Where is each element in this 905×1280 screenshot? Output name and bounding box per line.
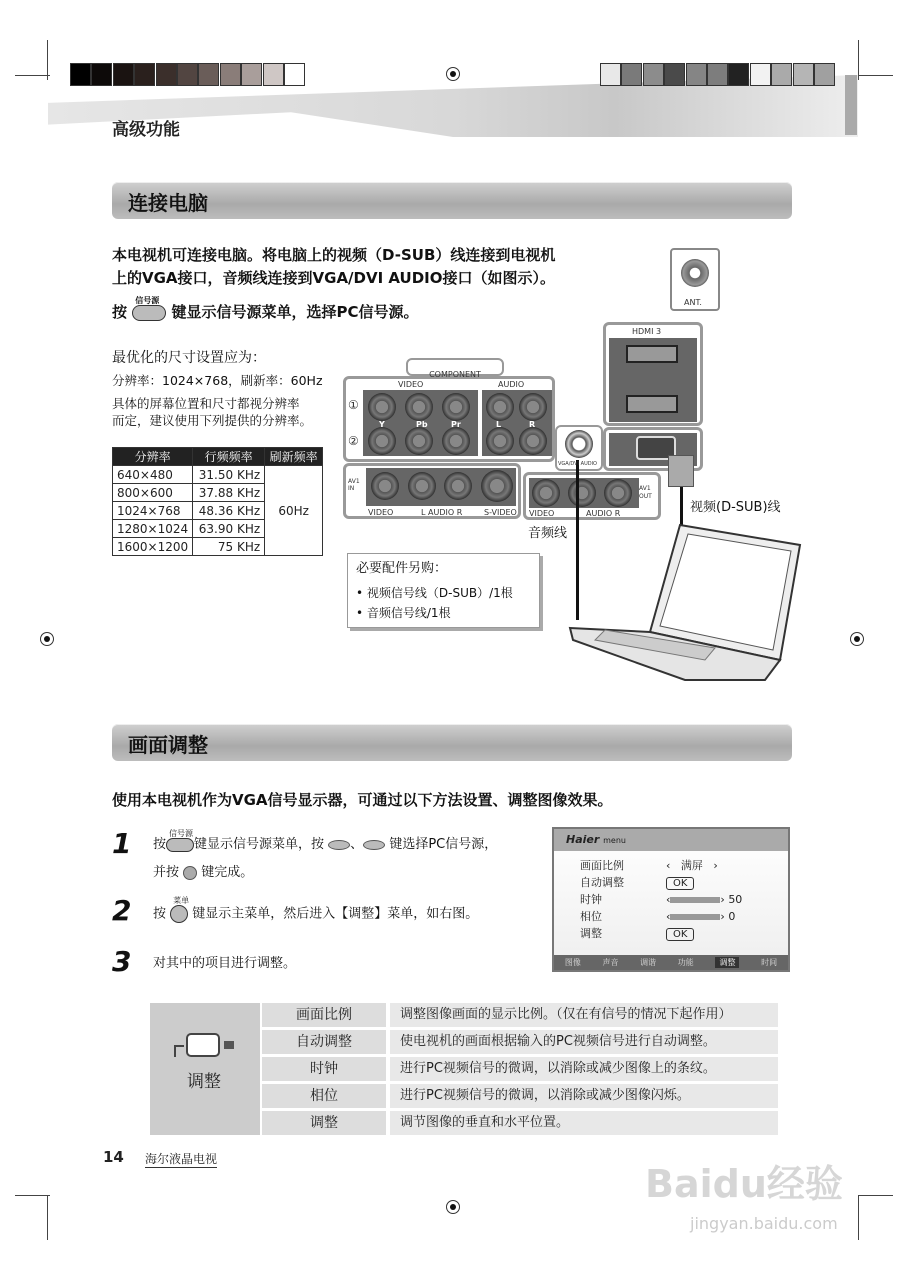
- antenna-jack-icon: [681, 259, 709, 287]
- step-number: 3: [112, 945, 132, 978]
- item-name: 画面比例: [262, 1003, 386, 1027]
- menu-item: 调整: [580, 927, 602, 940]
- tv-menu-screenshot: [552, 827, 790, 972]
- color-swatch: [220, 63, 241, 86]
- color-swatch: [750, 63, 771, 86]
- color-swatch: [707, 63, 728, 86]
- color-swatch: [198, 63, 219, 86]
- step-3: 对其中的项目进行调整。: [153, 956, 297, 971]
- tab-adjust: 调整: [715, 957, 739, 968]
- menu-item: 画面比例: [580, 859, 624, 872]
- optimal-setting: 分辨率：1024×768，刷新率：60Hz: [112, 373, 323, 388]
- step-number: 2: [112, 894, 132, 927]
- color-swatch: [70, 63, 91, 86]
- ok-button: OK: [666, 877, 694, 890]
- registration-mark-icon: [446, 67, 460, 81]
- resolution-table: [112, 447, 323, 556]
- cell: 800×600: [113, 484, 193, 502]
- footer-product: 海尔液晶电视: [145, 1152, 218, 1166]
- baidu-watermark: Baidu经验: [645, 1162, 843, 1206]
- brand-logo: Haier: [566, 833, 600, 846]
- step-number: 1: [112, 827, 132, 860]
- color-swatch: [771, 63, 792, 86]
- crop-mark: [858, 40, 859, 80]
- cell: 1600×1200: [113, 538, 193, 556]
- optimal-title: 最优化的尺寸设置应为：: [112, 350, 266, 366]
- down-key-icon: [363, 840, 385, 850]
- crop-mark: [858, 1195, 859, 1240]
- header-refresh: 刷新频率: [265, 448, 323, 466]
- chapter-title: 高级功能: [112, 120, 180, 140]
- tab-picture: 图像: [564, 958, 581, 967]
- crop-mark: [858, 1195, 893, 1196]
- y-label: Y: [379, 420, 385, 429]
- section-title: 连接电脑: [128, 191, 208, 215]
- item-name: 自动调整: [262, 1030, 386, 1054]
- row2-label: ②: [348, 434, 359, 448]
- header-resolution: 分辨率: [113, 448, 193, 466]
- accessory-item: • 音频信号线/1根: [356, 606, 451, 620]
- vga-audio-panel: [555, 425, 603, 471]
- text: 键完成。: [201, 865, 254, 880]
- slider-phase: [670, 914, 720, 920]
- accessory-item: • 视频信号线（D-SUB）/1根: [356, 586, 513, 600]
- ant-label: ANT.: [684, 298, 702, 307]
- cell: 75 KHz: [193, 538, 265, 556]
- crop-mark: [858, 75, 893, 76]
- tab-sound: 声音: [602, 958, 619, 967]
- text: 并按: [153, 865, 180, 880]
- jack: [568, 479, 596, 507]
- color-swatch: [263, 63, 284, 86]
- color-swatch: [177, 63, 198, 86]
- item-desc: 进行PC视频信号的微调，以消除或减少图像闪烁。: [390, 1084, 778, 1108]
- color-swatch: [600, 63, 621, 86]
- color-swatch: [793, 63, 814, 86]
- item-desc: 调整图像画面的显示比例。（仅在有信号的情况下起作用）: [390, 1003, 778, 1027]
- row1-label: ①: [348, 398, 359, 412]
- audio-label: AUDIO R: [586, 509, 621, 518]
- category-label: 调整: [187, 1072, 221, 1092]
- jack-pr2: [442, 427, 470, 455]
- menu-label: menu: [603, 836, 626, 845]
- svideo-jack: [481, 470, 513, 502]
- header-hfreq: 行频频率: [193, 448, 265, 466]
- jack-av-video: [371, 472, 399, 500]
- audio-jack-icon: [565, 430, 593, 458]
- menu-value: ‹ › 0: [666, 910, 736, 923]
- cell: 48.36 KHz: [193, 502, 265, 520]
- color-swatch: [156, 63, 177, 86]
- value: 50: [728, 893, 743, 906]
- adjust-icon: [186, 1033, 220, 1057]
- key-label: 信号源: [169, 828, 194, 838]
- jack-y1: [368, 393, 396, 421]
- item-name: 调整: [262, 1111, 386, 1135]
- adjust-icon-tab: [224, 1041, 234, 1049]
- step-1-line2: [153, 864, 253, 882]
- source-key-icon: [132, 295, 166, 321]
- menu-value: [666, 927, 694, 941]
- item-name: 相位: [262, 1084, 386, 1108]
- accessories-box: [347, 553, 540, 628]
- table-row: [262, 1111, 778, 1135]
- l-label: L: [496, 420, 502, 429]
- menu-value: ‹ 满屏 ›: [666, 859, 718, 872]
- ok-key-icon: [183, 866, 197, 880]
- tab-time: 时间: [761, 958, 778, 967]
- tab-function: 功能: [677, 958, 694, 967]
- menu-header: [554, 829, 788, 851]
- ok-button: OK: [666, 928, 694, 941]
- av1-in-label: AV1 IN: [348, 478, 360, 492]
- section-heading-picture-adjust: [112, 724, 792, 761]
- text: 按: [153, 837, 167, 852]
- hdmi-port-icon: [626, 345, 678, 363]
- item-name: 时钟: [262, 1057, 386, 1081]
- menu-tabs: [554, 955, 788, 970]
- text: 键显示主菜单，然后进入【调整】菜单，如右图。: [192, 906, 479, 922]
- pb-label: Pb: [416, 420, 428, 429]
- color-swatch: [91, 63, 112, 86]
- value: 0: [728, 910, 736, 923]
- audio-cable-label: 音频线: [528, 526, 568, 541]
- step-1-line1: 按 信号源 键显示信号源菜单，按 、 键选择PC信号源，: [153, 828, 498, 852]
- text: 键选择PC信号源，: [389, 837, 498, 852]
- table-row: [262, 1030, 778, 1054]
- cell: 1024×768: [113, 502, 193, 520]
- jack-r2: [519, 427, 547, 455]
- pr-label: Pr: [451, 420, 461, 429]
- text: 键显示信号源菜单，选择PC信号源。: [171, 303, 419, 321]
- jack: [604, 479, 632, 507]
- color-swatch: [134, 63, 155, 86]
- registration-mark-icon: [446, 1200, 460, 1214]
- cell: 1280×1024: [113, 520, 193, 538]
- audio-label: L AUDIO R: [421, 508, 463, 517]
- tab-tuning: 调谐: [640, 958, 657, 967]
- section-heading-connect-pc: [112, 182, 792, 219]
- color-swatch: [241, 63, 262, 86]
- jack-r1: [519, 393, 547, 421]
- jack-pr1: [442, 393, 470, 421]
- up-key-icon: [328, 840, 350, 850]
- jack-av-l: [408, 472, 436, 500]
- av1-out-label: AV1 OUT: [639, 485, 652, 500]
- registration-mark-icon: [40, 632, 54, 646]
- note-line: 具体的屏幕位置和尺寸都视分辨率: [112, 396, 300, 411]
- hdmi-label: HDMI 3: [632, 327, 662, 336]
- table-row: [113, 466, 323, 484]
- registration-mark-icon: [850, 632, 864, 646]
- jack-l2: [486, 427, 514, 455]
- refresh-cell: 60Hz: [265, 466, 323, 556]
- component-panel: [343, 376, 555, 462]
- jack: [532, 479, 560, 507]
- audio-label: AUDIO: [498, 380, 525, 389]
- jack-av-r: [444, 472, 472, 500]
- intro-line: 本电视机可连接电脑。将电脑上的视频（D-SUB）线连接到电视机: [112, 246, 556, 264]
- vga-audio-label: VGA/DVI AUDIO: [558, 461, 597, 467]
- color-swatch: [643, 63, 664, 86]
- note-line: 而定，建议使用下列提供的分辨率。: [112, 413, 313, 428]
- text: 键显示信号源菜单，按: [194, 837, 325, 852]
- color-swatch: [621, 63, 642, 86]
- item-desc: 调节图像的垂直和水平位置。: [390, 1111, 778, 1135]
- cell: 31.50 KHz: [193, 466, 265, 484]
- adjust-category: [150, 1003, 260, 1135]
- jack-l1: [486, 393, 514, 421]
- intro-line: 上的VGA接口，音频线连接到VGA/DVI AUDIO接口（如图示）。: [112, 269, 556, 287]
- table-row: [262, 1003, 778, 1027]
- color-swatch: [686, 63, 707, 86]
- slider-clock: [670, 897, 720, 903]
- color-swatch: [814, 63, 835, 86]
- jack-pb2: [405, 427, 433, 455]
- av1-in-panel: [343, 463, 521, 519]
- hdmi-port-icon: [626, 395, 678, 413]
- dsub-cable-label: 视频(D-SUB)线: [690, 500, 781, 515]
- laptop-illustration: [565, 520, 805, 685]
- cell: 63.90 KHz: [193, 520, 265, 538]
- menu-key-icon: [170, 896, 190, 923]
- component-label: COMPONENT: [429, 370, 481, 379]
- jack-y2: [368, 427, 396, 455]
- accessories-title: 必要配件另购：: [356, 561, 448, 576]
- dsub-plug-icon: [668, 455, 694, 487]
- menu-item: 自动调整: [580, 876, 624, 889]
- crop-mark: [15, 1195, 50, 1196]
- table-row: [262, 1084, 778, 1108]
- table-row: [262, 1057, 778, 1081]
- menu-value: ‹ › 50: [666, 893, 743, 906]
- crop-mark: [47, 1195, 48, 1240]
- menu-item: 相位: [580, 910, 602, 923]
- r-label: R: [529, 420, 536, 429]
- hdmi-panel: [603, 322, 703, 426]
- edge-tab: [845, 75, 857, 135]
- cell: 640×480: [113, 466, 193, 484]
- av1-out-panel: [523, 472, 661, 520]
- text: 按: [153, 906, 167, 922]
- cell: 37.88 KHz: [193, 484, 265, 502]
- color-swatch: [728, 63, 749, 86]
- watermark-url: jingyan.baidu.com: [690, 1214, 838, 1233]
- section-title: 画面调整: [128, 733, 208, 757]
- page-number: 14: [103, 1148, 124, 1166]
- menu-value: [666, 876, 694, 890]
- svideo-label: S-VIDEO: [484, 508, 517, 517]
- adjust-icon-bracket: [174, 1045, 184, 1057]
- video-label: VIDEO: [529, 509, 555, 518]
- text: 按: [112, 303, 128, 321]
- section-intro: 使用本电视机作为VGA信号显示器，可通过以下方法设置、调整图像效果。: [112, 791, 613, 809]
- jack-pb1: [405, 393, 433, 421]
- menu-item: 时钟: [580, 893, 602, 906]
- crop-mark: [15, 75, 50, 76]
- source-key-icon: [166, 828, 194, 852]
- item-desc: 进行PC视频信号的微调，以消除或减少图像上的条纹。: [390, 1057, 778, 1081]
- intro-line: [112, 295, 419, 321]
- color-swatch: [284, 63, 305, 86]
- component-tab: [406, 358, 504, 379]
- crop-mark: [47, 40, 48, 80]
- video-label: VIDEO: [368, 508, 394, 517]
- value: 满屏: [680, 859, 703, 872]
- color-swatch: [664, 63, 685, 86]
- item-desc: 使电视机的画面根据输入的PC视频信号进行自动调整。: [390, 1030, 778, 1054]
- ant-port: [670, 248, 720, 311]
- video-label: VIDEO: [398, 380, 424, 389]
- color-swatch: [113, 63, 134, 86]
- key-label: 菜单: [173, 896, 190, 905]
- step-2: [153, 896, 479, 924]
- key-label: 信号源: [135, 295, 160, 305]
